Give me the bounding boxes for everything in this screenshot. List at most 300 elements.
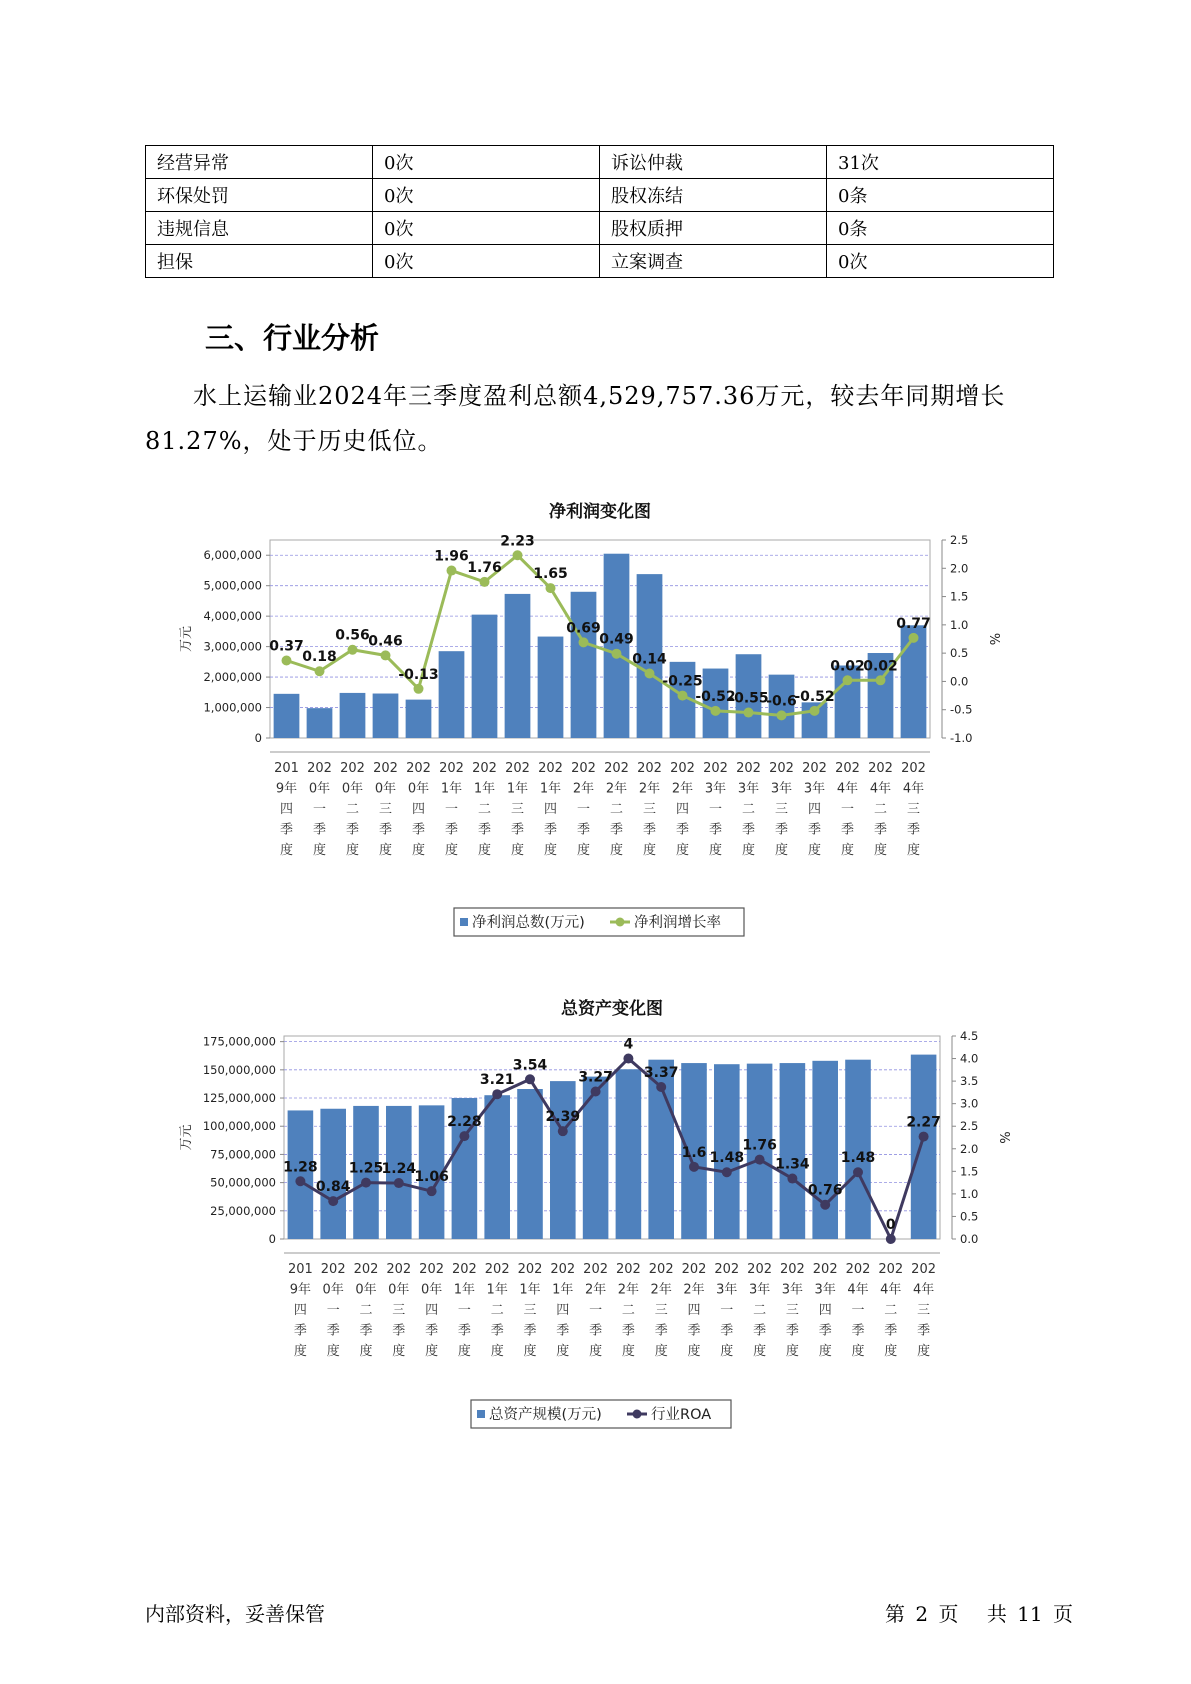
y-left-tick-label: 75,000,000 <box>210 1147 276 1162</box>
x-tick-label: 201 <box>287 1262 313 1277</box>
x-tick-label: 季 <box>753 1323 767 1339</box>
risk-label-cell: 违规信息 <box>146 212 373 245</box>
x-tick-label: 度 <box>621 1344 635 1359</box>
x-tick-label: 三 <box>654 1303 668 1318</box>
x-tick-label: 度 <box>873 843 888 858</box>
data-label: 2.27 <box>906 1114 941 1131</box>
x-tick-label: 季 <box>621 1323 635 1339</box>
risk-value-cell: 0次 <box>827 245 1054 278</box>
x-tick-label: 季 <box>851 1323 865 1339</box>
x-tick-label: 9年 <box>275 781 298 797</box>
page-label-a: 第 <box>885 1602 905 1626</box>
x-tick-label: 三 <box>917 1303 931 1318</box>
data-label: 1.48 <box>709 1150 745 1167</box>
x-tick-label: 度 <box>444 843 459 858</box>
risk-value-cell: 0条 <box>827 179 1054 212</box>
data-label: 0.02 <box>863 658 898 675</box>
x-tick-label: 季 <box>326 1323 340 1339</box>
x-tick-label: 季 <box>444 822 459 838</box>
x-tick-label: 四 <box>807 802 822 817</box>
x-tick-label: 202 <box>419 1262 445 1277</box>
x-tick-label: 季 <box>345 822 360 838</box>
x-tick-label: 2年 <box>671 781 694 797</box>
x-tick-label: 1年 <box>506 781 529 797</box>
chart-title: 总资产变化图 <box>561 999 663 1019</box>
data-label: 1.28 <box>283 1159 318 1176</box>
line-point <box>886 1234 896 1244</box>
x-tick-label: 季 <box>917 1323 931 1339</box>
data-label: 0.56 <box>335 627 370 644</box>
x-tick-label: 四 <box>675 802 690 817</box>
line-point <box>820 1200 830 1210</box>
line-point <box>843 675 853 685</box>
x-tick-label: 0年 <box>407 781 430 797</box>
x-tick-label: 度 <box>490 1344 504 1359</box>
x-tick-label: 季 <box>807 822 822 838</box>
risk-info-table <box>145 145 1054 278</box>
y-left-tick-label: 0 <box>268 1232 276 1246</box>
x-tick-label: 202 <box>386 1262 412 1277</box>
x-tick-label: 二 <box>873 802 888 817</box>
x-tick-label: 3年 <box>737 781 760 797</box>
x-tick-label: 二 <box>741 802 756 817</box>
risk-label-cell: 环保处罚 <box>146 179 373 212</box>
x-tick-label: 季 <box>642 822 657 838</box>
x-tick-label: 一 <box>589 1303 603 1318</box>
x-tick-label: 3年 <box>716 1282 738 1298</box>
y-left-axis-title: 万元 <box>179 625 194 653</box>
line-point <box>656 1082 666 1092</box>
x-tick-label: 二 <box>477 802 492 817</box>
risk-label-cell: 经营异常 <box>146 146 373 179</box>
x-tick-label: 1年 <box>552 1282 574 1298</box>
x-tick-label: 四 <box>543 802 558 817</box>
x-tick-label: 202 <box>812 1262 838 1277</box>
x-tick-label: 季 <box>774 822 789 838</box>
x-tick-label: 202 <box>353 1262 379 1277</box>
x-tick-label: 202 <box>868 761 893 776</box>
data-label: 1.96 <box>434 548 469 565</box>
line-point <box>810 706 820 716</box>
x-tick-label: 度 <box>642 843 657 858</box>
x-tick-label: 度 <box>884 1344 898 1359</box>
x-tick-label: 202 <box>802 761 827 776</box>
x-tick-label: 度 <box>741 843 756 858</box>
x-tick-label: 202 <box>604 761 629 776</box>
x-tick-label: 202 <box>670 761 695 776</box>
x-tick-label: 202 <box>550 1262 576 1277</box>
x-tick-label: 度 <box>609 843 624 858</box>
x-tick-label: 202 <box>637 761 662 776</box>
x-tick-label: 季 <box>556 1323 570 1339</box>
y-right-tick-label: 1.5 <box>950 589 969 604</box>
risk-table-row <box>146 146 1054 179</box>
x-tick-label: 2年 <box>650 1282 672 1298</box>
plot-area <box>284 1036 940 1239</box>
line-point <box>480 577 490 587</box>
chart-svg <box>0 988 1191 1438</box>
x-tick-label: 季 <box>457 1323 471 1339</box>
x-tick-label: 3年 <box>803 781 826 797</box>
x-tick-label: 度 <box>675 843 690 858</box>
x-tick-label: 季 <box>523 1323 537 1339</box>
x-tick-label: 0年 <box>355 1282 377 1298</box>
x-tick-label: 4年 <box>912 1282 935 1298</box>
x-tick-label: 2年 <box>617 1282 640 1298</box>
bar <box>505 594 531 738</box>
y-right-tick-label: 3.5 <box>960 1074 979 1089</box>
x-tick-label: 季 <box>477 822 492 838</box>
line-point <box>711 706 721 716</box>
x-tick-label: 202 <box>340 761 365 776</box>
y-left-tick-label: 3,000,000 <box>203 639 262 654</box>
x-tick-label: 季 <box>425 1323 439 1339</box>
x-tick-label: 度 <box>523 1344 537 1359</box>
x-tick-label: 度 <box>345 843 360 858</box>
data-label: 1.34 <box>775 1156 810 1173</box>
x-tick-label: 一 <box>576 802 591 817</box>
bar <box>274 694 300 738</box>
x-tick-label: 三 <box>774 802 789 817</box>
risk-label-cell: 立案调查 <box>600 245 827 278</box>
bar <box>472 615 498 738</box>
x-tick-label: 202 <box>320 1262 346 1277</box>
x-tick-label: 201 <box>274 761 299 776</box>
x-tick-label: 度 <box>753 1344 767 1359</box>
x-tick-label: 202 <box>779 1262 805 1277</box>
x-tick-label: 二 <box>359 1303 373 1318</box>
bar <box>373 694 399 738</box>
data-label: 2.23 <box>500 533 535 550</box>
line-point <box>678 691 688 701</box>
x-tick-label: 0年 <box>341 781 364 797</box>
line-point <box>853 1167 863 1177</box>
data-label: 3.37 <box>643 1064 679 1081</box>
x-tick-label: 1年 <box>440 781 463 797</box>
x-tick-label: 度 <box>654 1344 668 1359</box>
x-tick-label: 202 <box>538 761 563 776</box>
line-point <box>459 1131 469 1141</box>
x-tick-label: 202 <box>736 761 761 776</box>
x-tick-label: 三 <box>378 802 393 817</box>
data-label: 0.76 <box>807 1182 843 1199</box>
x-tick-label: 二 <box>621 1303 635 1318</box>
x-tick-label: 二 <box>345 802 360 817</box>
x-tick-label: 三 <box>392 1303 406 1318</box>
y-right-tick-label: 2.0 <box>960 1141 979 1156</box>
x-tick-label: 季 <box>312 822 327 838</box>
y-right-tick-label: 2.5 <box>960 1119 979 1134</box>
x-tick-label: 季 <box>490 1323 504 1339</box>
net-profit-chart <box>0 492 1191 942</box>
data-label: 0.37 <box>269 638 304 655</box>
legend-bar-label: 净利润总数(万元) <box>472 915 585 931</box>
y-right-tick-label: 4.5 <box>960 1029 979 1043</box>
x-tick-label: 季 <box>840 822 855 838</box>
x-tick-label: 度 <box>543 843 558 858</box>
x-tick-label: 1年 <box>519 1282 541 1298</box>
page-label-b: 页 <box>938 1602 959 1626</box>
line-point <box>295 1176 305 1186</box>
line-point <box>394 1178 404 1188</box>
data-label: 1.65 <box>533 566 568 583</box>
risk-label-cell: 诉讼仲裁 <box>600 146 827 179</box>
footer-page-number <box>885 1598 1077 1627</box>
x-tick-label: 202 <box>583 1262 609 1277</box>
y-left-tick-label: 100,000,000 <box>202 1119 276 1134</box>
line-point <box>787 1174 797 1184</box>
x-tick-label: 度 <box>720 1344 734 1359</box>
legend-line-label: 行业ROA <box>651 1407 712 1423</box>
x-tick-label: 季 <box>906 822 921 838</box>
data-label: 3.54 <box>512 1057 548 1074</box>
x-tick-label: 4年 <box>836 781 859 797</box>
line-point <box>579 637 589 647</box>
y-right-tick-label: -0.5 <box>950 702 973 717</box>
x-tick-label: 202 <box>472 761 497 776</box>
data-label: 1.6 <box>681 1144 707 1161</box>
y-right-tick-label: 3.0 <box>960 1096 979 1111</box>
risk-value-cell: 0次 <box>373 245 600 278</box>
x-tick-label: 202 <box>373 761 398 776</box>
line-point <box>645 669 655 679</box>
x-tick-label: 季 <box>279 822 294 838</box>
y-right-tick-label: 1.0 <box>950 617 969 632</box>
data-label: 1.25 <box>348 1160 384 1177</box>
y-left-axis-title: 万元 <box>179 1124 194 1151</box>
data-label: 1.48 <box>840 1150 876 1167</box>
x-tick-label: 度 <box>378 843 393 858</box>
x-tick-label: 季 <box>609 822 624 838</box>
x-tick-label: 202 <box>406 761 431 776</box>
x-tick-label: 四 <box>687 1303 701 1318</box>
x-tick-label: 202 <box>451 1262 477 1277</box>
x-tick-label: 季 <box>708 822 723 838</box>
x-tick-label: 202 <box>439 761 464 776</box>
page-current: 2 <box>915 1602 929 1626</box>
x-tick-label: 0年 <box>308 781 331 797</box>
x-tick-label: 202 <box>615 1262 641 1277</box>
page-total: 11 <box>1017 1602 1043 1626</box>
x-tick-label: 度 <box>326 1344 340 1359</box>
data-label: 1.06 <box>414 1169 449 1186</box>
risk-value-cell: 0次 <box>373 146 600 179</box>
x-tick-label: 度 <box>279 843 294 858</box>
x-tick-label: 度 <box>359 1344 373 1359</box>
y-right-axis-title: % <box>986 632 1001 646</box>
x-tick-label: 一 <box>708 802 723 817</box>
x-tick-label: 202 <box>681 1262 707 1277</box>
x-tick-label: 2年 <box>584 1282 607 1298</box>
section-title: 三、行业分析 <box>205 321 380 355</box>
data-label: 0.46 <box>368 633 403 650</box>
line-point <box>315 666 325 676</box>
line-point <box>909 633 919 643</box>
x-tick-label: 季 <box>378 822 393 838</box>
x-tick-label: 四 <box>818 1303 832 1318</box>
y-right-tick-label: 0.5 <box>960 1209 979 1224</box>
x-tick-label: 度 <box>293 1344 307 1359</box>
data-label: -0.52 <box>695 688 736 705</box>
x-tick-label: 三 <box>510 802 525 817</box>
legend-bar-swatch <box>477 1410 485 1418</box>
line-point <box>558 1126 568 1136</box>
x-tick-label: 度 <box>774 843 789 858</box>
risk-label-cell: 担保 <box>146 245 373 278</box>
line-point <box>612 649 622 659</box>
x-tick-label: 度 <box>556 1344 570 1359</box>
data-label: -0.52 <box>794 688 835 705</box>
x-tick-label: 一 <box>851 1303 865 1318</box>
x-tick-label: 202 <box>703 761 728 776</box>
x-tick-label: 度 <box>510 843 525 858</box>
x-tick-label: 202 <box>747 1262 773 1277</box>
x-tick-label: 四 <box>411 802 426 817</box>
data-label: 0.84 <box>315 1179 351 1196</box>
x-tick-label: 季 <box>687 1323 701 1339</box>
data-label: 3.21 <box>479 1072 515 1089</box>
x-tick-label: 2年 <box>572 781 595 797</box>
risk-table-row <box>146 179 1054 212</box>
x-tick-label: 四 <box>293 1303 307 1318</box>
y-left-tick-label: 1,000,000 <box>203 700 262 715</box>
x-tick-label: 季 <box>589 1323 603 1339</box>
x-tick-label: 3年 <box>704 781 727 797</box>
x-tick-label: 一 <box>326 1303 340 1318</box>
data-label: 3.27 <box>578 1069 613 1086</box>
x-tick-label: 季 <box>543 822 558 838</box>
risk-table-row <box>146 212 1054 245</box>
bar <box>307 708 333 738</box>
x-tick-label: 度 <box>576 843 591 858</box>
y-left-tick-label: 4,000,000 <box>203 609 262 624</box>
risk-table-row <box>146 245 1054 278</box>
x-tick-label: 202 <box>505 761 530 776</box>
x-tick-label: 季 <box>741 822 756 838</box>
x-tick-label: 季 <box>510 822 525 838</box>
y-left-tick-label: 5,000,000 <box>203 578 262 593</box>
x-tick-label: 度 <box>906 843 921 858</box>
line-point <box>492 1089 502 1099</box>
x-tick-label: 一 <box>457 1303 471 1318</box>
line-point <box>755 1155 765 1165</box>
x-tick-label: 季 <box>675 822 690 838</box>
line-point <box>525 1074 535 1084</box>
chart-svg <box>0 492 1191 942</box>
x-tick-label: 4年 <box>869 781 892 797</box>
bar <box>439 651 465 738</box>
x-tick-label: 0年 <box>388 1282 410 1298</box>
line-point <box>722 1167 732 1177</box>
x-tick-label: 3年 <box>748 1282 771 1298</box>
x-tick-label: 度 <box>807 843 822 858</box>
bar <box>484 1095 510 1239</box>
line-point <box>427 1186 437 1196</box>
y-right-tick-label: 1.0 <box>960 1186 979 1201</box>
x-tick-label: 度 <box>589 1344 603 1359</box>
x-tick-label: 202 <box>878 1262 904 1277</box>
x-tick-label: 4年 <box>902 781 925 797</box>
x-tick-label: 一 <box>840 802 855 817</box>
x-tick-label: 202 <box>484 1262 510 1277</box>
data-label: -0.25 <box>662 673 703 690</box>
data-label: 2.39 <box>545 1109 581 1126</box>
total-assets-chart <box>0 988 1191 1438</box>
legend-line-label: 净利润增长率 <box>634 915 721 931</box>
x-tick-label: 度 <box>312 843 327 858</box>
x-tick-label: 202 <box>648 1262 674 1277</box>
bar <box>780 1063 806 1239</box>
x-tick-label: 二 <box>753 1303 767 1318</box>
data-label: 0 <box>885 1217 896 1233</box>
y-right-tick-label: -1.0 <box>950 731 973 745</box>
x-tick-label: 一 <box>312 802 327 817</box>
x-tick-label: 度 <box>785 1344 799 1359</box>
risk-label-cell: 股权质押 <box>600 212 827 245</box>
risk-value-cell: 31次 <box>827 146 1054 179</box>
bar <box>616 1069 642 1239</box>
y-left-tick-label: 25,000,000 <box>210 1203 276 1218</box>
x-tick-label: 1年 <box>539 781 562 797</box>
bar <box>340 693 366 738</box>
line-point <box>546 583 556 593</box>
y-right-tick-label: 0.5 <box>950 646 969 661</box>
y-right-tick-label: 1.5 <box>960 1164 979 1179</box>
data-label: 0.18 <box>302 649 337 666</box>
x-tick-label: 3年 <box>770 781 793 797</box>
x-tick-label: 二 <box>490 1303 504 1318</box>
x-tick-label: 季 <box>293 1323 307 1339</box>
x-tick-label: 202 <box>571 761 596 776</box>
x-tick-label: 202 <box>517 1262 543 1277</box>
line-point <box>623 1054 633 1064</box>
x-tick-label: 度 <box>917 1344 931 1359</box>
y-left-tick-label: 0 <box>254 731 262 745</box>
x-tick-label: 度 <box>392 1344 406 1359</box>
x-tick-label: 度 <box>477 843 492 858</box>
y-left-tick-label: 2,000,000 <box>203 670 262 685</box>
line-point <box>282 655 292 665</box>
chart-title: 净利润变化图 <box>549 502 651 522</box>
x-tick-label: 4年 <box>880 1282 902 1298</box>
x-tick-label: 2年 <box>605 781 628 797</box>
line-point <box>744 708 754 718</box>
line-point <box>777 710 787 720</box>
x-tick-label: 202 <box>835 761 860 776</box>
x-tick-label: 202 <box>714 1262 740 1277</box>
x-tick-label: 季 <box>576 822 591 838</box>
x-tick-label: 季 <box>359 1323 373 1339</box>
footer-confidential-note: 内部资料，妥善保管 <box>145 1602 325 1626</box>
y-left-tick-label: 150,000,000 <box>202 1062 276 1077</box>
page-label-d: 页 <box>1052 1602 1073 1626</box>
data-label: -0.13 <box>398 666 439 683</box>
x-tick-label: 3年 <box>781 1282 804 1298</box>
x-tick-label: 0年 <box>420 1282 443 1298</box>
data-label: 1.24 <box>381 1161 417 1178</box>
x-tick-label: 季 <box>654 1323 668 1339</box>
bar <box>571 592 597 738</box>
data-label: 0.02 <box>830 658 865 675</box>
y-right-tick-label: 4.0 <box>960 1051 979 1066</box>
data-label: 0.77 <box>896 615 931 632</box>
line-point <box>447 566 457 576</box>
y-left-tick-label: 175,000,000 <box>202 1034 276 1049</box>
data-label: 0.49 <box>599 631 634 648</box>
x-tick-label: 202 <box>307 761 332 776</box>
x-tick-label: 四 <box>279 802 294 817</box>
line-point <box>381 650 391 660</box>
